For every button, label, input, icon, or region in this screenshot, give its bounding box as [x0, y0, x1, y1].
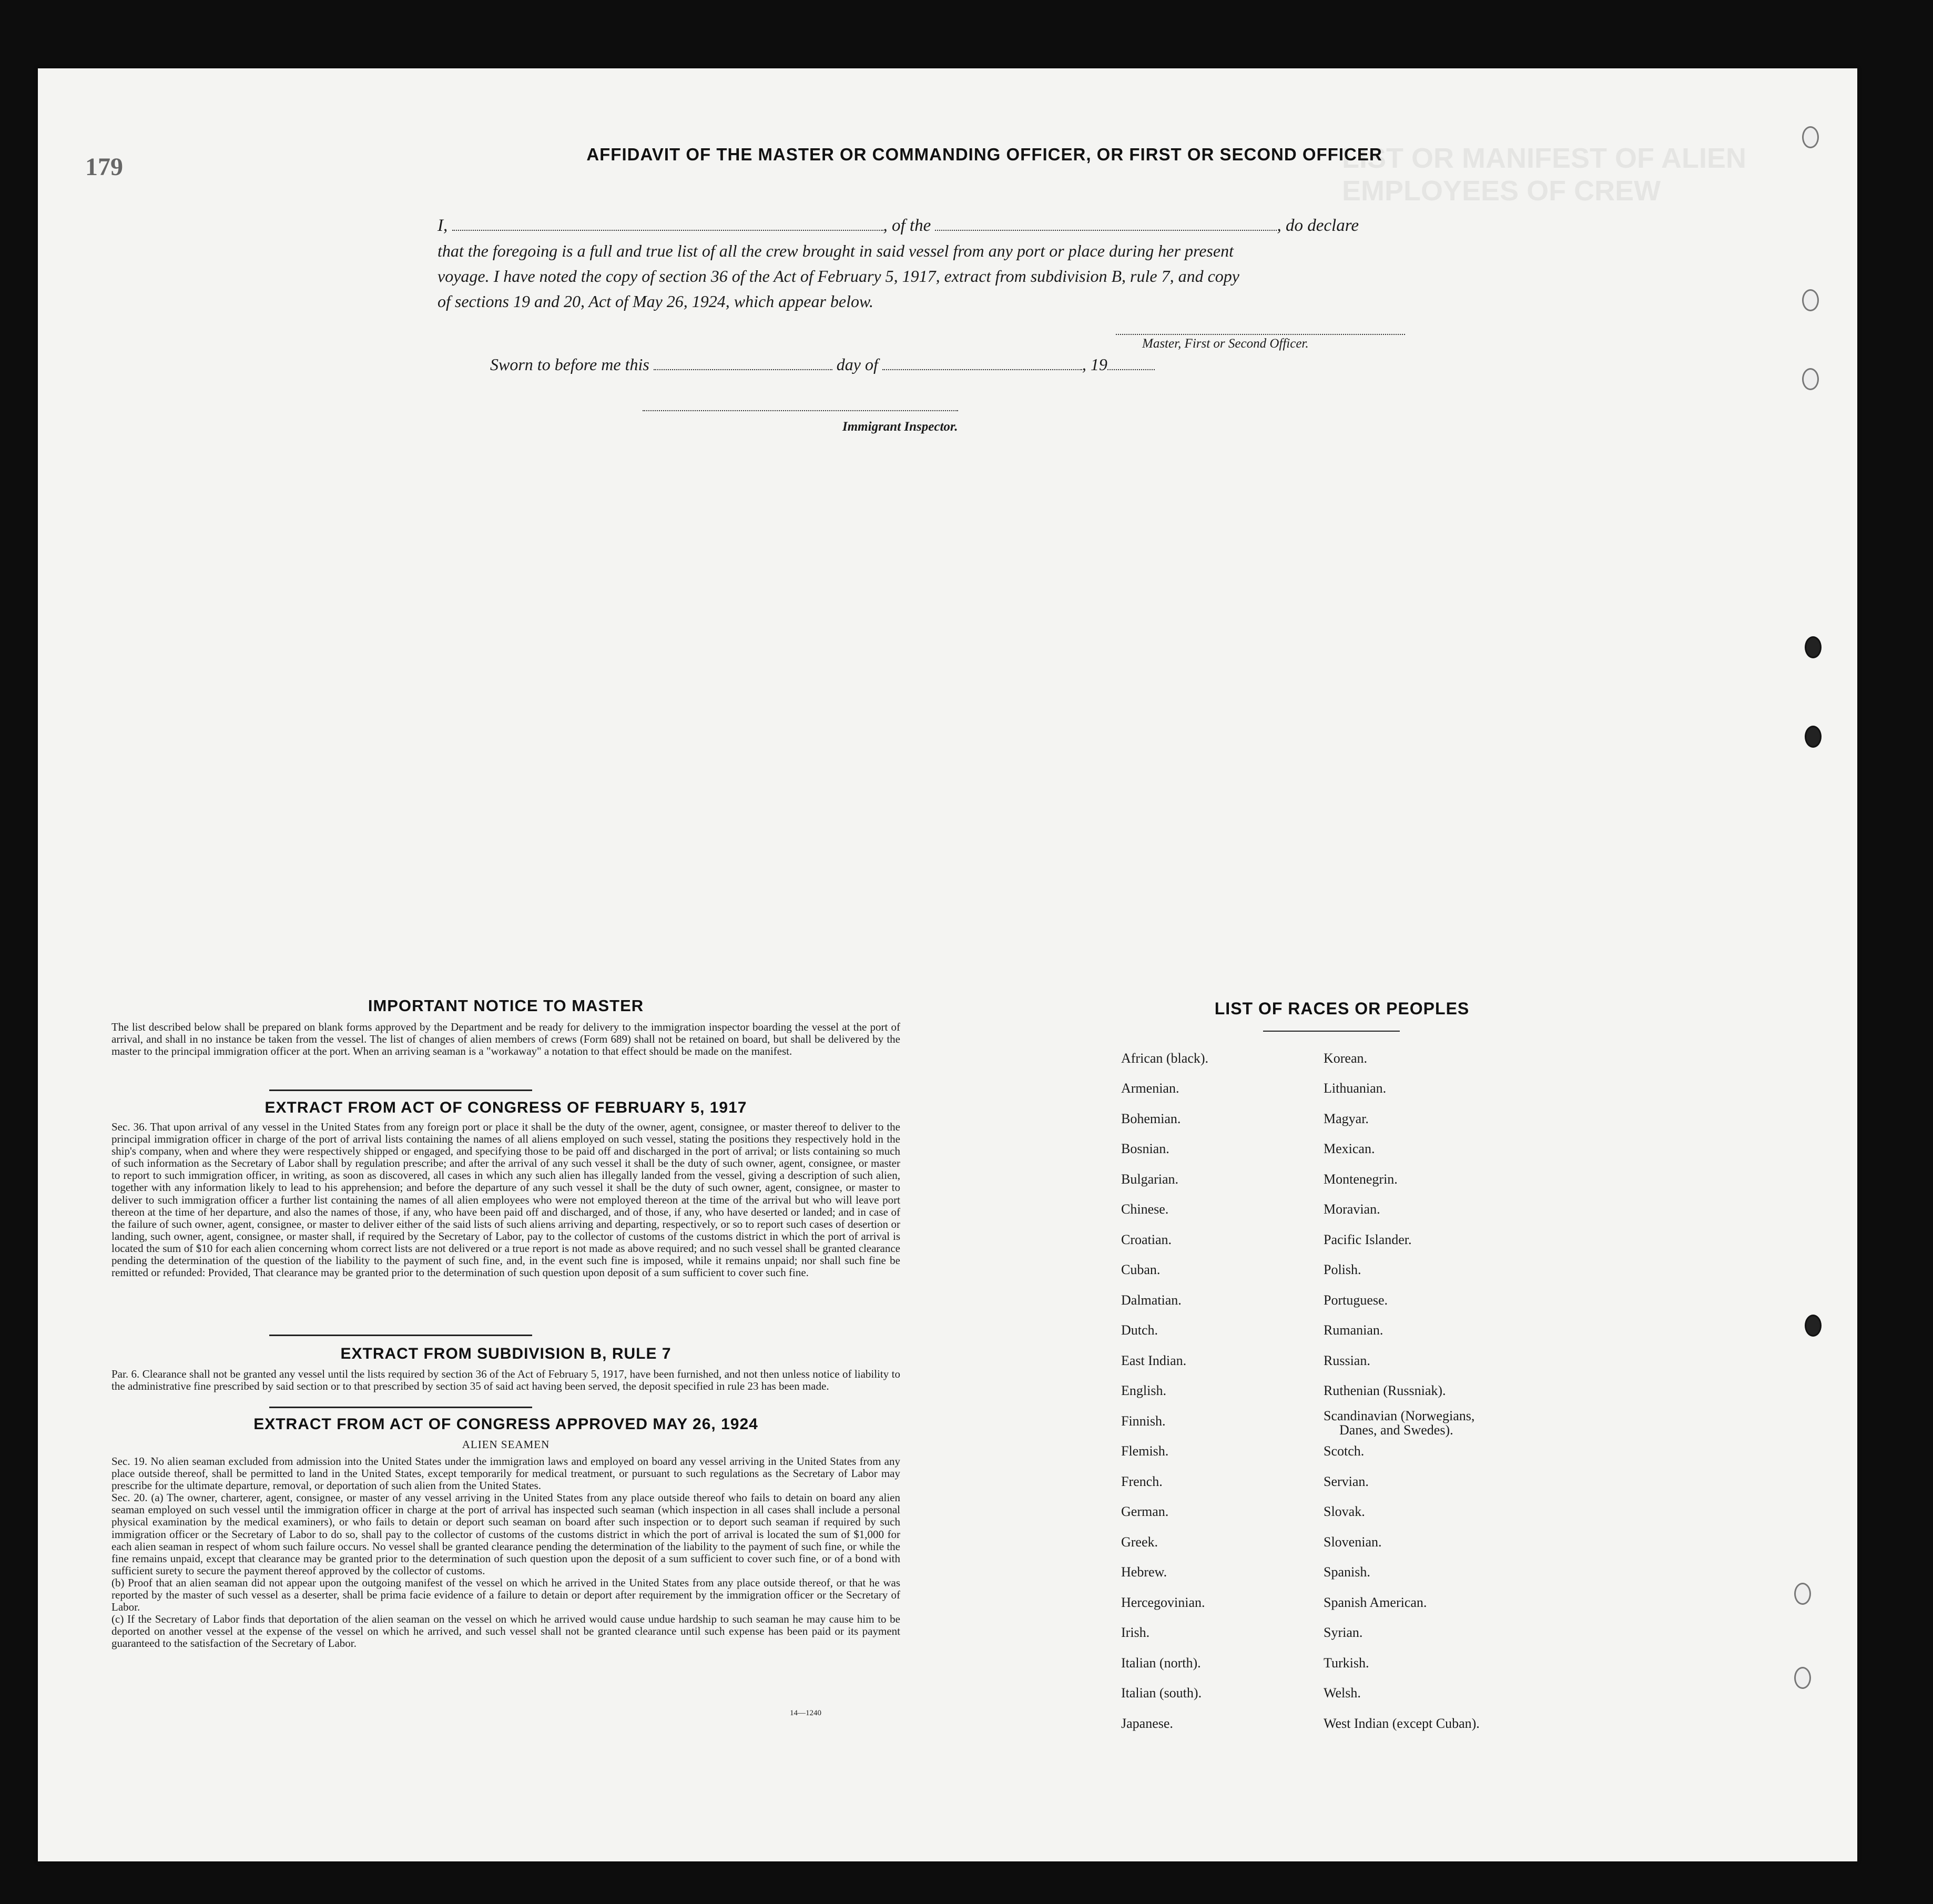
- affidavit-title: AFFIDAVIT OF THE MASTER OR COMMANDING OFFICER, OR FIRST OR SECOND OFFICER: [586, 145, 1382, 164]
- bleed-through-text: LIST OR MANIFEST OF ALIEN EMPLOYEES OF CREW: [1342, 142, 1746, 207]
- affidavit-i: I,: [438, 216, 448, 235]
- race-item: East Indian.: [1121, 1353, 1187, 1368]
- document-page: [38, 68, 1857, 1861]
- extract-1917-title: EXTRACT FROM ACT OF CONGRESS OF FEBRUARY 5, 1917: [264, 1099, 747, 1116]
- races-title: LIST OF RACES OR PEOPLES: [1214, 999, 1470, 1018]
- race-item: Croatian.: [1121, 1232, 1172, 1247]
- race-item: Russian.: [1324, 1353, 1370, 1368]
- race-item: Hercegovinian.: [1121, 1595, 1205, 1610]
- punch-hole: [1794, 1583, 1811, 1605]
- punch-hole: [1802, 368, 1819, 390]
- race-item: Pacific Islander.: [1324, 1232, 1412, 1247]
- race-item-continuation: Danes, and Swedes).: [1339, 1422, 1453, 1438]
- sworn-prefix: Sworn to before me this: [490, 355, 649, 374]
- extract-1924-body: [111, 1455, 900, 1650]
- day-blank: [654, 369, 832, 370]
- inspector-signature-line: [643, 410, 958, 411]
- race-item: Scandinavian (Norwegians,: [1324, 1408, 1475, 1423]
- form-number: 14—1240: [790, 1709, 821, 1717]
- race-item: Ruthenian (Russniak).: [1324, 1383, 1446, 1398]
- race-item: Dutch.: [1121, 1322, 1158, 1338]
- vessel-blank: [935, 230, 1277, 231]
- affidavit-paragraph: [438, 213, 1489, 314]
- race-item: Greek.: [1121, 1534, 1158, 1550]
- race-item: Slovenian.: [1324, 1534, 1382, 1550]
- divider: [269, 1335, 532, 1336]
- race-item: Japanese.: [1121, 1716, 1173, 1731]
- race-item: Magyar.: [1324, 1111, 1369, 1126]
- affidavit-line2: that the foregoing is a full and true list of all the crew brought in said vessel from any port or place during her present: [438, 241, 1234, 260]
- name-blank: [452, 230, 883, 231]
- divider: [269, 1090, 532, 1091]
- race-item: Cuban.: [1121, 1262, 1161, 1277]
- race-item: Scotch.: [1324, 1443, 1365, 1459]
- race-item: Rumanian.: [1324, 1322, 1383, 1338]
- month-blank: [882, 369, 1082, 370]
- race-item: Bosnian.: [1121, 1141, 1169, 1156]
- race-item: Bohemian.: [1121, 1111, 1181, 1126]
- race-item: Finnish.: [1121, 1413, 1166, 1429]
- race-item: African (black).: [1121, 1051, 1209, 1066]
- notice-title: IMPORTANT NOTICE TO MASTER: [368, 996, 644, 1015]
- punch-hole: [1794, 1667, 1811, 1689]
- race-item: Korean.: [1324, 1051, 1368, 1066]
- day-of-label: day of: [836, 355, 878, 374]
- race-item: Chinese.: [1121, 1202, 1169, 1217]
- year-blank: [1107, 369, 1155, 370]
- page-number: 179: [85, 153, 123, 181]
- race-item: English.: [1121, 1383, 1166, 1398]
- punch-hole: [1802, 126, 1819, 148]
- sworn-line: [490, 355, 1155, 374]
- race-item: Italian (south).: [1121, 1685, 1202, 1701]
- inspector-label: Immigrant Inspector.: [842, 420, 958, 434]
- affidavit-declare: , do declare: [1277, 216, 1359, 235]
- affidavit-of-the: , of the: [883, 216, 931, 235]
- race-item: Moravian.: [1324, 1202, 1380, 1217]
- race-item: French.: [1121, 1474, 1163, 1489]
- race-item: Servian.: [1324, 1474, 1369, 1489]
- race-item: Spanish.: [1324, 1564, 1370, 1580]
- divider: [1263, 1031, 1400, 1032]
- extract-1924-title: EXTRACT FROM ACT OF CONGRESS APPROVED MAY 26, 1924: [253, 1416, 758, 1433]
- race-item: Welsh.: [1324, 1685, 1361, 1701]
- section-20c: (c) If the Secretary of Labor finds that deportation of the alien seaman on the vessel on which he arrived would cause undue hardship to such seaman he may cause him to be deported on another vessel at the expense of the vessel on which he arrived, and such vessel shall not be granted clearance until such expense has been paid or its payment guaranteed to the satisfaction of the Secretary of Labor.: [111, 1613, 900, 1650]
- race-item: Polish.: [1324, 1262, 1361, 1277]
- race-item: Montenegrin.: [1324, 1172, 1398, 1187]
- race-item: Irish.: [1121, 1625, 1150, 1640]
- year-prefix: , 19: [1082, 355, 1107, 374]
- punch-hole: [1802, 289, 1819, 311]
- race-item: Italian (north).: [1121, 1655, 1201, 1671]
- race-item: Syrian.: [1324, 1625, 1363, 1640]
- punch-hole: [1805, 726, 1822, 748]
- race-item: Bulgarian.: [1121, 1172, 1179, 1187]
- master-signature-line: [1116, 334, 1405, 335]
- subdivision-body: Par. 6. Clearance shall not be granted any vessel until the lists required by section 36 of the Act of February 5, 1917, have been furnished, and not then unless notice of liability to the administrative fine prescribed by said section or to that prescribed by section 35 of said act having been served, the deposit specified in rule 23 has been made.: [111, 1368, 900, 1393]
- divider: [269, 1407, 532, 1408]
- race-item: Dalmatian.: [1121, 1292, 1182, 1308]
- race-item: Turkish.: [1324, 1655, 1369, 1671]
- section-20a: Sec. 20. (a) The owner, charterer, agent, consignee, or master of any vessel arriving in the United States from any place outside thereof who fails to detain on board any alien seaman employed on such vessel until the immigration officer in charge at the port of arrival has inspected such seaman (which inspection in all cases shall include a personal physical examination by the medical examiners), or who fails to detain or deport such seaman on board after such inspection or to deport such seaman if required by such immigration officer or the Secretary of Labor to do so, shall pay to the collector of customs of the customs district in which the port of arrival is located the sum of $1,000 for each alien seaman in respect of whom such failure occurs. No vessel shall be granted clearance pending the determination of the liability to the payment of such fine, or while the fine remains unpaid, except that clearance may be granted prior to the determination of such question upon the deposit of a sum sufficient to cover such fine, or of a bond with sufficient surety to secure the payment thereof approved by the collector of customs.: [111, 1491, 900, 1577]
- race-item: German.: [1121, 1504, 1169, 1519]
- subdivision-title: EXTRACT FROM SUBDIVISION B, RULE 7: [340, 1345, 672, 1362]
- punch-hole: [1805, 636, 1822, 658]
- race-item: Slovak.: [1324, 1504, 1365, 1519]
- section-20b: (b) Proof that an alien seaman did not appear upon the outgoing manifest of the vessel on which he arrived in the United States from any place outside thereof, or that he was reported by the master of such vessel as a deserter, shall be prima facie evidence of a failure to detain or deport after requirement by the immigration officer or the Secretary of Labor.: [111, 1576, 900, 1614]
- extract-1917-body: Sec. 36. That upon arrival of any vessel in the United States from any foreign port or place it shall be the duty of the owner, agent, consignee, or master thereof to deliver to the principal immigration officer in charge of the port of arrival lists containing the names of all aliens employed on such vessel, stating the positions they respectively hold in the ship's company, when and where they were respectively shipped or engaged, and specifying those to be paid off and discharged in the port of arrival; or lists containing so much of such information as the Secretary of Labor shall by regulation prescribe; and after the arrival of any such vessel it shall be the duty of such owner, agent, consignee, or master to report to such immigration officer, in writing, as soon as discovered, all cases in which any such alien has illegally landed from the vessel, giving a description of such alien, together with any information likely to lead to his apprehension; and before the departure of any such vessel it shall be the duty of such owner, agent, consignee, or master to deliver to such immigration officer a further list containing the names of all alien employees who were not employed thereon at the time of the arrival but who will leave port thereon at the time of her departure, and also the names of those, if any, who have been paid off and discharged, and of those, if any, who have deserted or landed; and in case of the failure of such owner, agent, consignee, or master to deliver either of the said lists of such aliens arriving and departing, respectively, or so to report such cases of desertion or landing, such owner, agent, consignee, or master shall, if required by the Secretary of Labor, pay to the collector of customs of the customs district in which the port of arrival is located the sum of $10 for each alien concerning whom correct lists are not delivered or a true report is not made as above required; and no such vessel shall be granted clearance pending the determination of the question of the liability to the payment of such fine, and, in the event such fine is imposed, while it remains unpaid; nor shall such fine be remitted or refunded: Provided, That clearance may be granted prior to the determination of such question upon deposit of a sum sufficient to cover such fine.: [111, 1121, 900, 1279]
- race-item: West Indian (except Cuban).: [1324, 1716, 1480, 1731]
- punch-hole: [1805, 1315, 1822, 1337]
- affidavit-line4: of sections 19 and 20, Act of May 26, 1924, which appear below.: [438, 292, 873, 311]
- affidavit-line3: voyage. I have noted the copy of section 36 of the Act of February 5, 1917, extract from subdivision B, rule 7, and copy: [438, 267, 1239, 286]
- race-item: Portuguese.: [1324, 1292, 1388, 1308]
- race-item: Armenian.: [1121, 1081, 1179, 1096]
- master-label: Master, First or Second Officer.: [1142, 337, 1309, 351]
- race-item: Hebrew.: [1121, 1564, 1167, 1580]
- notice-body: The list described below shall be prepared on blank forms approved by the Department and be ready for delivery to the immigration inspector boarding the vessel at the port of arrival, and shall in no instance be taken from the vessel. The list of changes of alien members of crews (Form 689) shall not be retained on board, but shall be delivered by the master to the principal immigration officer at the port. When an arriving seaman is a "workaway" a notation to that effect should be made on the manifest.: [111, 1021, 900, 1058]
- race-item: Flemish.: [1121, 1443, 1169, 1459]
- race-item: Mexican.: [1324, 1141, 1375, 1156]
- section-19: Sec. 19. No alien seaman excluded from admission into the United States under the immigration laws and employed on board any vessel arriving in the United States from any place outside thereof, shall be permitted to land in the United States, except temporarily for medical treatment, or pursuant to such regulations as the Secretary of Labor may prescribe for the ultimate departure, removal, or deportation of such alien from the United States.: [111, 1455, 900, 1492]
- race-item: Spanish American.: [1324, 1595, 1427, 1610]
- alien-seamen-subtitle: ALIEN SEAMEN: [462, 1438, 550, 1451]
- race-item: Lithuanian.: [1324, 1081, 1387, 1096]
